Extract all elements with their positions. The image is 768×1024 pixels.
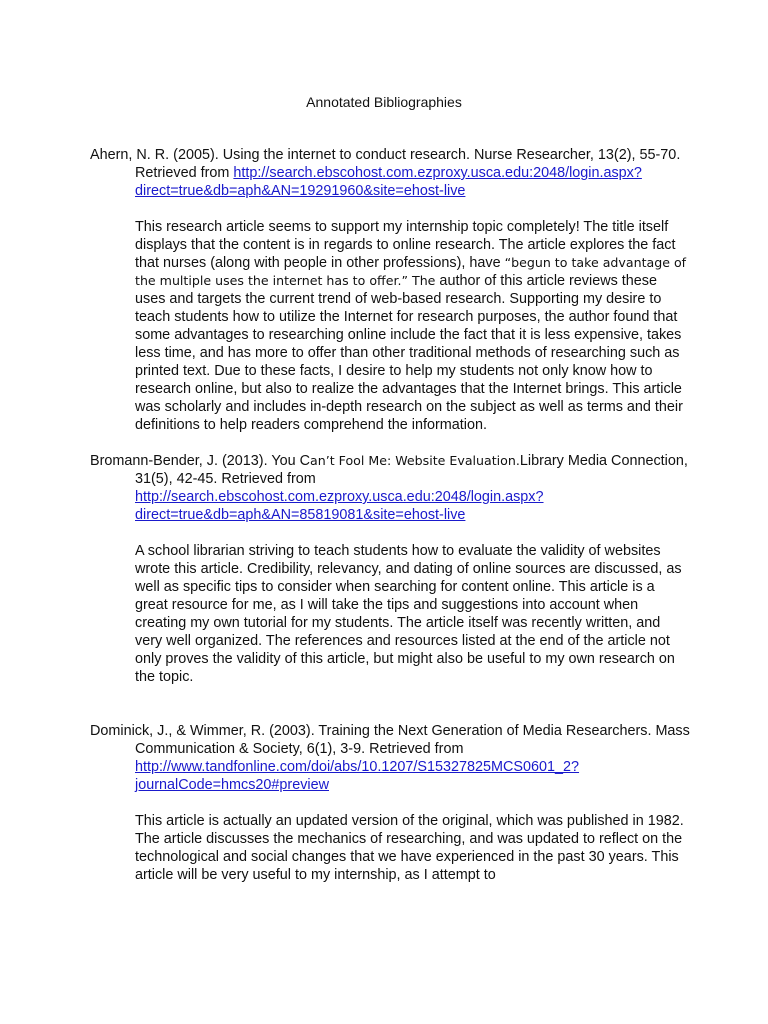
citation-link[interactable]: http://search.ebscohost.com.ezproxy.usca.edu:2048/login.aspx?direct=true&db=aph&AN=19291960&site=ehost-live [135, 165, 642, 199]
annotation-text: This research article seems to support my internship topic completely! The title itself displays that the content is in regards to online research. The article explores the fact that nurses (along with people in other professions), have [135, 219, 676, 271]
citation-text: Dominick, J., & Wimmer, R. (2003). Training the Next Generation of Media Researchers. Mass Communication & Society, 6(1), 3-9. Retrieved from [90, 723, 690, 757]
citation [90, 146, 690, 200]
annotation: This article is actually an updated version of the original, which was published in 1982. The article discusses the mechanics of researching, and was updated to reflect on the technological and social changes that we have experienced in the past 30 years. This article will be very useful to my internship, as I attempt to [135, 813, 684, 883]
citation-link[interactable]: http://www.tandfonline.com/doi/abs/10.1207/S15327825MCS0601_2?journalCode=hmcs20#preview [135, 759, 580, 793]
citation [90, 452, 690, 524]
citation-link[interactable]: http://search.ebscohost.com.ezproxy.usca.edu:2048/login.aspx?direct=true&db=aph&AN=85819081&site=ehost-live [135, 489, 544, 523]
annotation-text-cont: author of this article reviews these uses and targets the current trend of web-based research. Supporting my desire to teach students how to utilize the Internet for research purposes, the author found that some advantages to researching online include the fact that it is less expensive, takes less time, and has more to offer than other traditional methods of researching such as printed text. Due to these facts, I desire to help my students not only know how to research online, but also to realize the advantages that the Internet brings. This article was scholarly and includes in-depth research on the subject as well as terms and their definitions to help readers comprehend the information. [135, 273, 683, 433]
document-title: Annotated Bibliographies [306, 94, 462, 110]
citation-text-cont: Library Media Connection, 31(5), 42-45. Retrieved from [135, 453, 688, 487]
citation-text: Ahern, N. R. (2005). Using the internet to conduct research. Nurse Researcher, 13(2), 55-70. Retrieved from [90, 147, 681, 181]
citation-title-text: an’t Fool Me: Website Evaluation. [310, 453, 520, 468]
bibliography-entry-dominick [90, 722, 690, 884]
bibliography-entry-ahern [90, 146, 690, 434]
annotation: A school librarian striving to teach students how to evaluate the validity of websites wrote this article. Credibility, relevancy, and dating of online sources are discussed, as well as specific tips to consider when searching for content online. This article is a great resource for me, as I will take the tips and suggestions into account when creating my own tutorial for my students. The article itself was recently written, and very well organized. The references and resources listed at the end of the article not only proves the validity of this article, but might also be useful to my own research on the topic. [135, 543, 682, 685]
citation-text: Bromann-Bender, J. (2013). You C [90, 453, 310, 469]
bibliography-content [90, 146, 690, 884]
bibliography-entry-bromann-bender [90, 452, 690, 686]
annotation-quote: “begun to take advantage of the multiple uses the internet has to offer.” The [135, 255, 687, 288]
citation [90, 722, 690, 794]
annotation [135, 218, 690, 434]
